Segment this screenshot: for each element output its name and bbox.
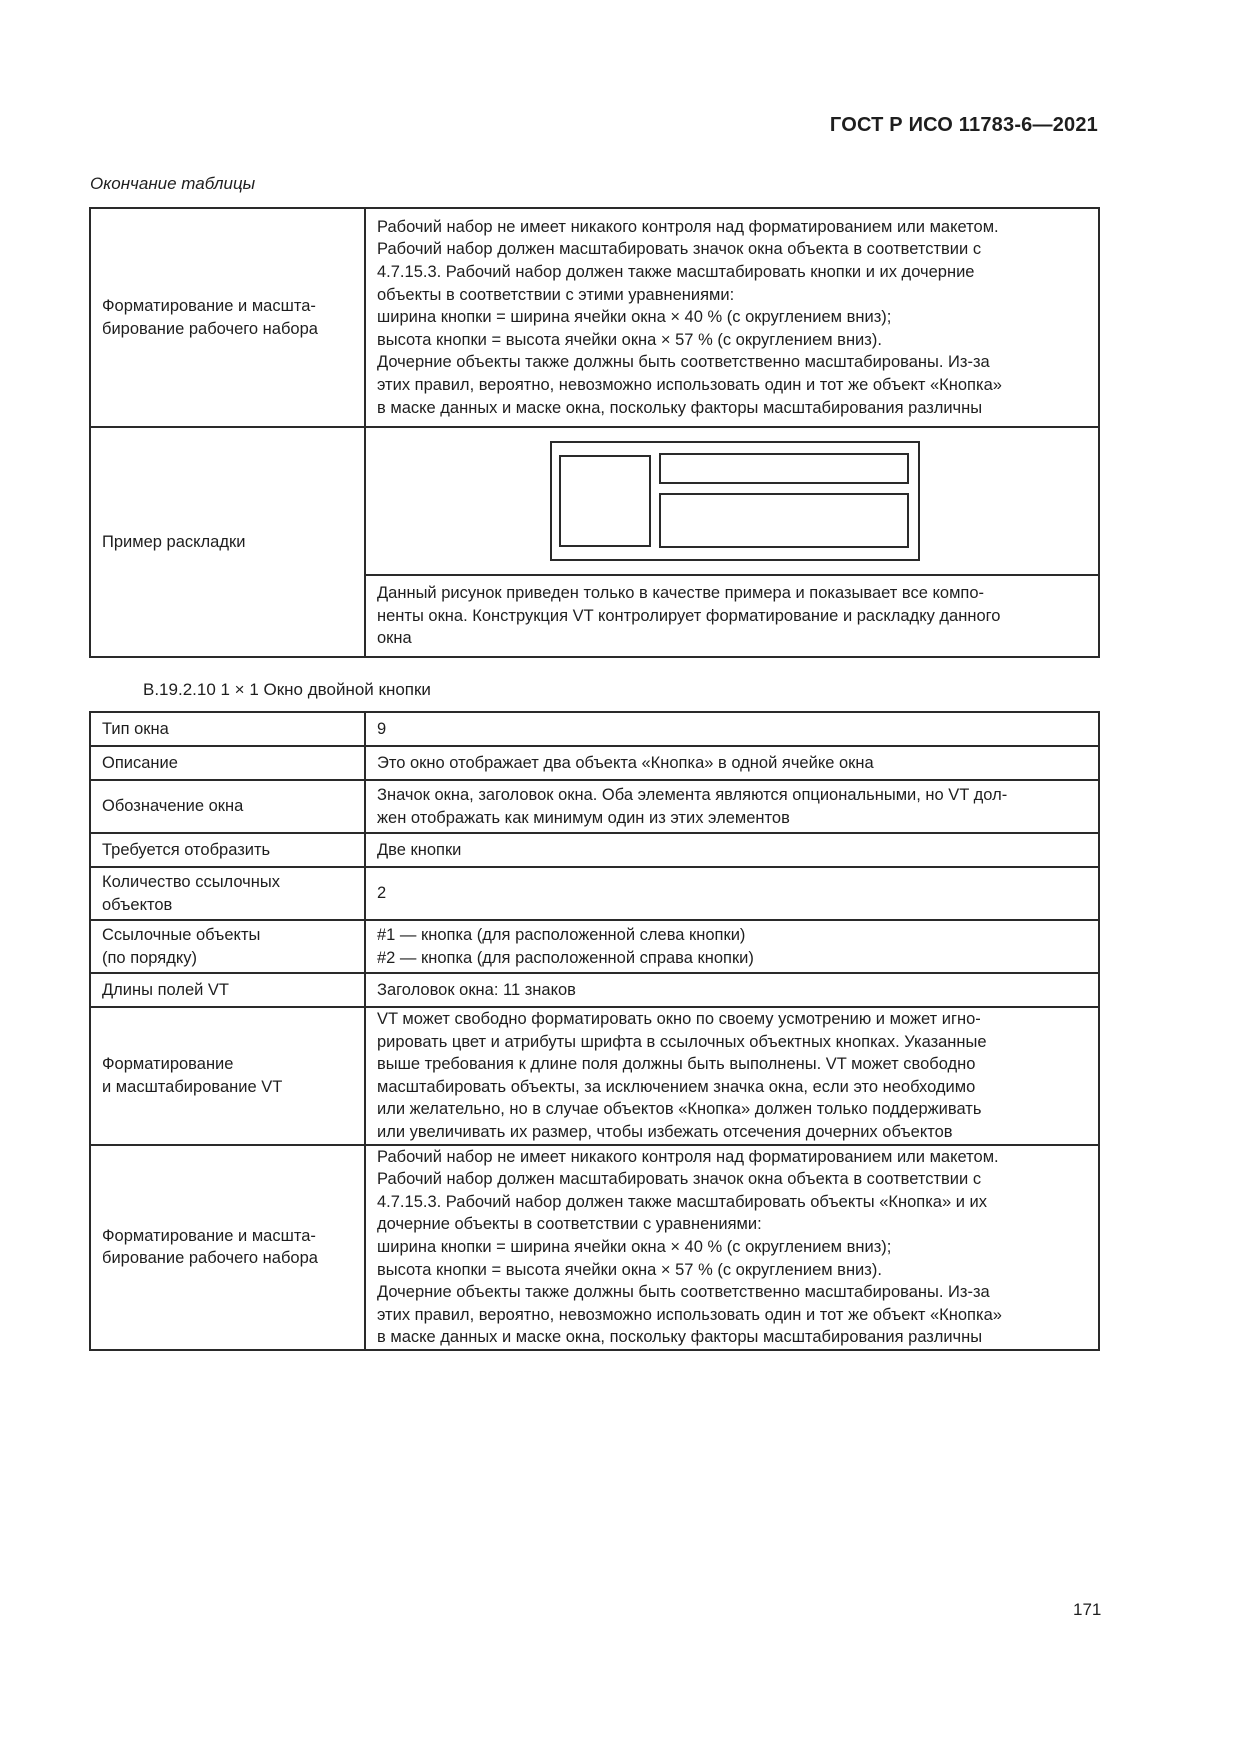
text-line: ширина кнопки = ширина ячейки окна × 40 % (с округлением вниз); (377, 308, 892, 327)
row-label-line: объектов (102, 895, 173, 914)
row-value-line: рировать цвет и атрибуты шрифта в ссылочных объектных кнопках. Указанные (377, 1032, 987, 1051)
section-title: B.19.2.10 1 × 1 Окно двойной кнопки (143, 680, 431, 699)
row-label-line-1: Форматирование и масшта- (102, 296, 316, 315)
row-label-line: Длины полей VT (102, 980, 230, 999)
row-value-line: в маске данных и маске окна, поскольку факторы масштабирования различны (377, 1328, 983, 1347)
row-value (365, 712, 1099, 746)
row-label-line: Ссылочные объекты (102, 925, 261, 944)
double-button-window-table (89, 711, 1100, 1351)
row-label-line: Обозначение окна (102, 797, 244, 816)
row-value (365, 867, 1099, 920)
table-row (90, 427, 1099, 575)
layout-example-figure-cell (365, 427, 1099, 575)
text-line: Рабочий набор должен масштабировать значок окна объекта в соответствии с (377, 240, 982, 259)
row-label-layout: Пример раскладки (90, 427, 365, 657)
row-label (90, 920, 365, 973)
row-value-line: Дочерние объекты также должны быть соответственно масштабированы. Из-за (377, 1283, 990, 1302)
row-value (365, 920, 1099, 973)
continued-table (89, 207, 1100, 658)
diagram-window-icon-box (559, 455, 651, 547)
table-continuation-caption: Окончание таблицы (90, 174, 256, 193)
table-row (90, 867, 1099, 920)
row-value-line: Рабочий набор должен масштабировать значок окна объекта в соответствии с (377, 1170, 982, 1189)
row-value-line: #2 — кнопка (для расположенной справа кнопки) (377, 948, 754, 967)
row-value-line: Заголовок окна: 11 знаков (377, 980, 576, 999)
row-value (365, 833, 1099, 867)
text-line: Данный рисунок приведен только в качестве примера и показывает все компо- (377, 584, 985, 603)
text-line: ненты окна. Конструкция VT контролирует форматирование и раскладку данного (377, 606, 1001, 625)
row-label-line: Форматирование и масшта- (102, 1226, 316, 1245)
row-value-line: 2 (377, 884, 387, 903)
row-label-line: Количество ссылочных (102, 872, 280, 891)
row-label (90, 712, 365, 746)
row-label-formatting (90, 208, 365, 427)
row-label-line: бирование рабочего набора (102, 1249, 318, 1268)
row-label (90, 780, 365, 833)
row-value (365, 746, 1099, 780)
text-line: окна (377, 629, 412, 648)
row-value-line: жен отображать как минимум один из этих элементов (377, 808, 790, 827)
diagram-button-box (659, 493, 909, 548)
row-value-line: 9 (377, 719, 387, 738)
row-value-line: выше требования к длине поля должны быть выполнены. VT может свободно (377, 1055, 976, 1074)
row-value-line: ширина кнопки = ширина ячейки окна × 40 % (с округлением вниз); (377, 1237, 892, 1256)
table-row (90, 712, 1099, 746)
row-value-line: или желательно, но в случае объектов «Кнопка» должен только поддерживать (377, 1100, 982, 1119)
text-line: высота кнопки = высота ячейки окна × 57 % (с округлением вниз). (377, 330, 882, 349)
row-value-line: высота кнопки = высота ячейки окна × 57 % (с округлением вниз). (377, 1260, 882, 1279)
table-row (90, 780, 1099, 833)
row-value-line: VT может свободно форматировать окно по своему усмотрению и может игно- (377, 1010, 981, 1028)
row-label (90, 833, 365, 867)
row-label-line: и масштабирование VT (102, 1077, 283, 1096)
text-line: объекты в соответствии с этими уравнениями: (377, 285, 735, 304)
row-label-line: (по порядку) (102, 948, 198, 967)
page-number: 171 (1073, 1600, 1102, 1619)
row-label (90, 746, 365, 780)
row-label-line: Форматирование (102, 1055, 234, 1074)
row-value-line: этих правил, вероятно, невозможно использовать один и тот же объект «Кнопка» (377, 1305, 1002, 1324)
text-line: 4.7.15.3. Рабочий набор должен также масштабировать кнопки и их дочерние (377, 263, 975, 282)
table-row (90, 833, 1099, 867)
row-label (90, 1007, 365, 1145)
layout-example-note (365, 575, 1099, 657)
table-row (90, 973, 1099, 1007)
row-value-line: или увеличивать их размер, чтобы избежать отсечения дочерних объектов (377, 1122, 953, 1141)
row-label (90, 1145, 365, 1350)
diagram-title-box (659, 453, 909, 484)
row-value (365, 1007, 1099, 1145)
row-label (90, 973, 365, 1007)
row-label-line: Требуется отобразить (102, 840, 271, 859)
row-value-line: Значок окна, заголовок окна. Оба элемента являются опциональными, но VT дол- (377, 785, 1008, 804)
row-value (365, 1145, 1099, 1350)
document-standard-header: ГОСТ Р ИСО 11783-6—2021 (829, 114, 1098, 136)
row-value-line: Это окно отображает два объекта «Кнопка» в одной ячейке окна (377, 753, 874, 772)
table-row (90, 746, 1099, 780)
table-row (90, 1145, 1099, 1350)
row-value-line: #1 — кнопка (для расположенной слева кнопки) (377, 925, 746, 944)
row-value-formatting (365, 208, 1099, 427)
text-line: Рабочий набор не имеет никакого контроля над форматированием или макетом. (377, 217, 999, 236)
text-line: этих правил, вероятно, невозможно использовать один и тот же объект «Кнопка» (377, 375, 1002, 394)
text-line: в маске данных и маске окна, поскольку факторы масштабирования различны (377, 398, 983, 417)
row-value-line: дочерние объекты в соответствии с уравнениями: (377, 1215, 762, 1234)
table-row (90, 1007, 1099, 1145)
row-value-line: 4.7.15.3. Рабочий набор должен также масштабировать объекты «Кнопка» и их (377, 1192, 988, 1211)
row-value-line: Две кнопки (377, 840, 462, 859)
row-label (90, 867, 365, 920)
row-value-line: масштабировать объекты, за исключением значка окна, если это необходимо (377, 1077, 976, 1096)
table-row (90, 208, 1099, 427)
row-value (365, 780, 1099, 833)
table-row (90, 920, 1099, 973)
row-value (365, 973, 1099, 1007)
row-label-line-2: бирование рабочего набора (102, 319, 318, 338)
text-line: Дочерние объекты также должны быть соответственно масштабированы. Из-за (377, 353, 990, 372)
layout-example-diagram (550, 441, 920, 561)
row-label-line: Описание (102, 753, 178, 772)
row-label-line: Тип окна (102, 719, 169, 738)
row-value-line: Рабочий набор не имеет никакого контроля над форматированием или макетом. (377, 1147, 999, 1166)
